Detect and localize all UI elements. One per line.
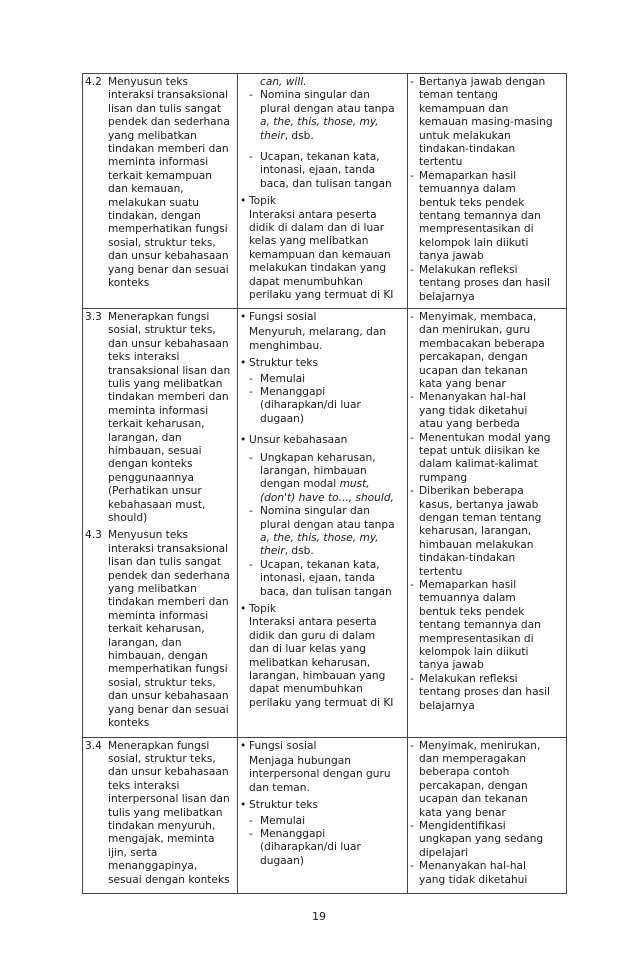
materi-sub-item: - Ucapan, tekanan kata, intonasi, ejaan, tanda baca, dan tulisan tangan — [249, 558, 392, 598]
kegiatan-item: - Bertanya jawab dengan teman tentang kemampuan dan kemauan masing-masing untuk melakukan tindakan-tindakan tertentu — [410, 76, 553, 169]
kegiatan-item: - Memaparkan hasil temuannya dalam bentuk teks pendek tentang temannya dan mempresentasikan di kelompok lain diikuti tanya jawab — [410, 169, 541, 263]
kegiatan-item: - Menentukan modal yang tepat untuk diisikan ke dalam kalimat-kalimat rumpang — [410, 431, 551, 484]
modal-examples: must, (don't) have to..., should, — [260, 478, 394, 504]
kegiatan-cell — [408, 74, 567, 309]
kd-item — [85, 311, 235, 526]
ungkapan-text: Ungkapan keharusan, larangan, himbauan dengan modal must, (don't) have to..., should, — [260, 451, 394, 504]
page-number: 19 — [312, 910, 326, 923]
kegiatan-item: - Menanyakan hal-hal yang tidak diketahui — [410, 860, 528, 886]
kegiatan-item: - Diberikan beberapa kasus, bertanya jawab dengan teman tentang keharusan, larangan, himbauan melakukan tindakan-tindakan tertentu — [410, 485, 542, 578]
bullet-icon: • — [240, 195, 247, 208]
struktur-item: - Memulai — [249, 814, 306, 827]
kegiatan-item: - Menanyakan hal-hal yang tidak diketahui atau yang berbeda — [410, 391, 528, 431]
bullet-icon: • — [240, 310, 247, 323]
materi-continuation — [240, 76, 405, 89]
topik-text: Interaksi antara peserta didik di dalam dan di luar kelas yang melibatkan kemampuan dan kemauan melakukan tindakan yang dapat menumbuhkan perilaku yang termuat di KI — [249, 208, 394, 302]
curriculum-table — [82, 73, 567, 894]
kegiatan-item: - Mengidentifikasi ungkapan yang sedang dipelajari — [410, 819, 544, 859]
kd-item — [85, 740, 235, 887]
modal-examples: can, will. — [260, 76, 307, 88]
nomina-text: Nomina singular dan plural dengan atau tanpa a, the, this, those, my, their, dsb. — [260, 89, 395, 142]
materi-sub-item — [240, 89, 405, 143]
nomina-examples: a, the, this, those, my, their — [260, 532, 379, 558]
materi-sub-item: - Ungkapan keharusan, larangan, himbauan dengan modal must, (don't) have to..., should, — [249, 451, 394, 504]
bullet-icon: • — [240, 799, 247, 812]
kd-text: Menerapkan fungsi sosial, struktur teks, dan unsur kebahasaan teks interaksi transaksional lisan dan tulis yang melibatkan tindakan memberi dan meminta informasi terkait keharusan, larangan, dan himbauan, sesuai dengan konteks penggunaannya (Perhatikan unsur kebahasaan must, should) — [108, 310, 231, 524]
kegiatan-cell — [408, 737, 567, 893]
fungsi-text: Menyuruh, melarang, dan menghimbau. — [249, 326, 387, 352]
materi-sub-item — [240, 151, 405, 191]
table-row — [83, 737, 567, 893]
kd-text: Menyusun teks interaksi transaksional lisan dan tulis sangat pendek dan sederhana yang melibatkan tindakan memberi dan meminta informasi terkait kemampuan dan kemauan, melakukan suatu tindakan, dengan memperhatikan fungsi sosial, struktur teks, dan unsur kebahasaan yang benar dan sesuai konteks — [108, 76, 230, 290]
materi-cell — [238, 737, 408, 893]
kd-number: 4.3 — [85, 529, 102, 542]
fungsi-heading: • Fungsi sosial — [240, 310, 317, 323]
table-row — [83, 308, 567, 737]
kd-cell — [83, 74, 238, 309]
topik-heading: • Topik — [240, 603, 276, 616]
fungsi-heading: • Fungsi sosial — [240, 739, 317, 752]
kegiatan-item: - Memaparkan hasil temuannya dalam bentuk teks pendek tentang temannya dan mempresentasikan di kelompok lain diikuti tanya jawab — [410, 579, 541, 672]
struktur-item: - Menanggapi (diharapkan/di luar dugaan) — [249, 385, 361, 425]
kegiatan-cell — [408, 308, 567, 737]
kd-number: 3.4 — [85, 739, 102, 752]
struktur-heading: • Struktur teks — [240, 357, 318, 370]
struktur-heading: • Struktur teks — [240, 799, 318, 812]
kd-cell — [83, 737, 238, 893]
materi-cell — [238, 74, 408, 309]
bullet-icon: • — [240, 739, 247, 752]
bullet-icon: • — [240, 434, 247, 447]
kd-text: Menerapkan fungsi sosial, struktur teks, dan unsur kebahasaan teks interaksi interpersonal lisan dan tulis yang melibatkan tindakan menyuruh, mengajak, meminta ijin, serta menanggapinya, sesuai dengan konteks — [108, 739, 230, 886]
ucapan-text: Ucapan, tekanan kata, intonasi, ejaan, tanda baca, dan tulisan tangan — [260, 558, 392, 598]
ucapan-text: Ucapan, tekanan kata, intonasi, ejaan, tanda baca, dan tulisan tangan — [260, 151, 392, 190]
topik-heading: • Topik — [240, 195, 276, 208]
kd-item — [85, 76, 235, 291]
table-row — [83, 74, 567, 309]
struktur-item: - Memulai — [249, 372, 306, 385]
bullet-icon: • — [240, 603, 247, 616]
fungsi-text: Menjaga hubungan interpersonal dengan guru dan teman. — [249, 754, 391, 794]
kd-number: 4.2 — [85, 76, 102, 88]
kegiatan-item: - Melakukan refleksi tentang proses dan hasil belajarnya — [410, 672, 550, 712]
kegiatan-item: - Menyimak, membaca, dan menirukan, guru membacakan beberapa percakapan, dengan ucapan dan tekanan kata yang benar — [410, 310, 545, 390]
kd-number: 3.3 — [85, 310, 102, 323]
nomina-text: Nomina singular dan plural dengan atau tanpa a, the, this, those, my, their, dsb. — [260, 505, 395, 558]
materi-sub-item: - Nomina singular dan plural dengan atau tanpa a, the, this, those, my, their, dsb. — [249, 505, 395, 558]
unsur-heading: • Unsur kebahasaan — [240, 434, 348, 447]
kegiatan-item: - Menyimak, menirukan, dan memperagakan beberapa contoh percakapan, dengan ucapan dan tekanan kata yang benar — [410, 739, 541, 819]
bullet-icon: • — [240, 357, 247, 370]
struktur-item: - Menanggapi (diharapkan/di luar dugaan) — [249, 827, 361, 867]
kd-cell — [83, 308, 238, 737]
dash-marker: - — [249, 151, 253, 164]
materi-cell — [238, 308, 408, 737]
kd-item — [85, 529, 235, 730]
kd-text: Menyusun teks interaksi transaksional lisan dan tulis sangat pendek dan sederhana yang melibatkan tindakan memberi dan meminta informasi terkait keharusan, larangan, dan himbauan, dengan memperhatikan fungsi sosial, struktur teks, dan unsur kebahasaan yang benar dan sesuai konteks — [108, 529, 230, 730]
kegiatan-item: - Melakukan refleksi tentang proses dan hasil belajarnya — [410, 263, 550, 303]
topik-text: Interaksi antara peserta didik dan guru di dalam dan di luar kelas yang melibatkan keharusan, larangan, himbauan yang dapat menumbuhkan perilaku yang termuat di KI — [249, 616, 394, 709]
dash-marker: - — [249, 89, 253, 102]
nomina-examples: a, the, this, those, my, their — [260, 116, 379, 142]
